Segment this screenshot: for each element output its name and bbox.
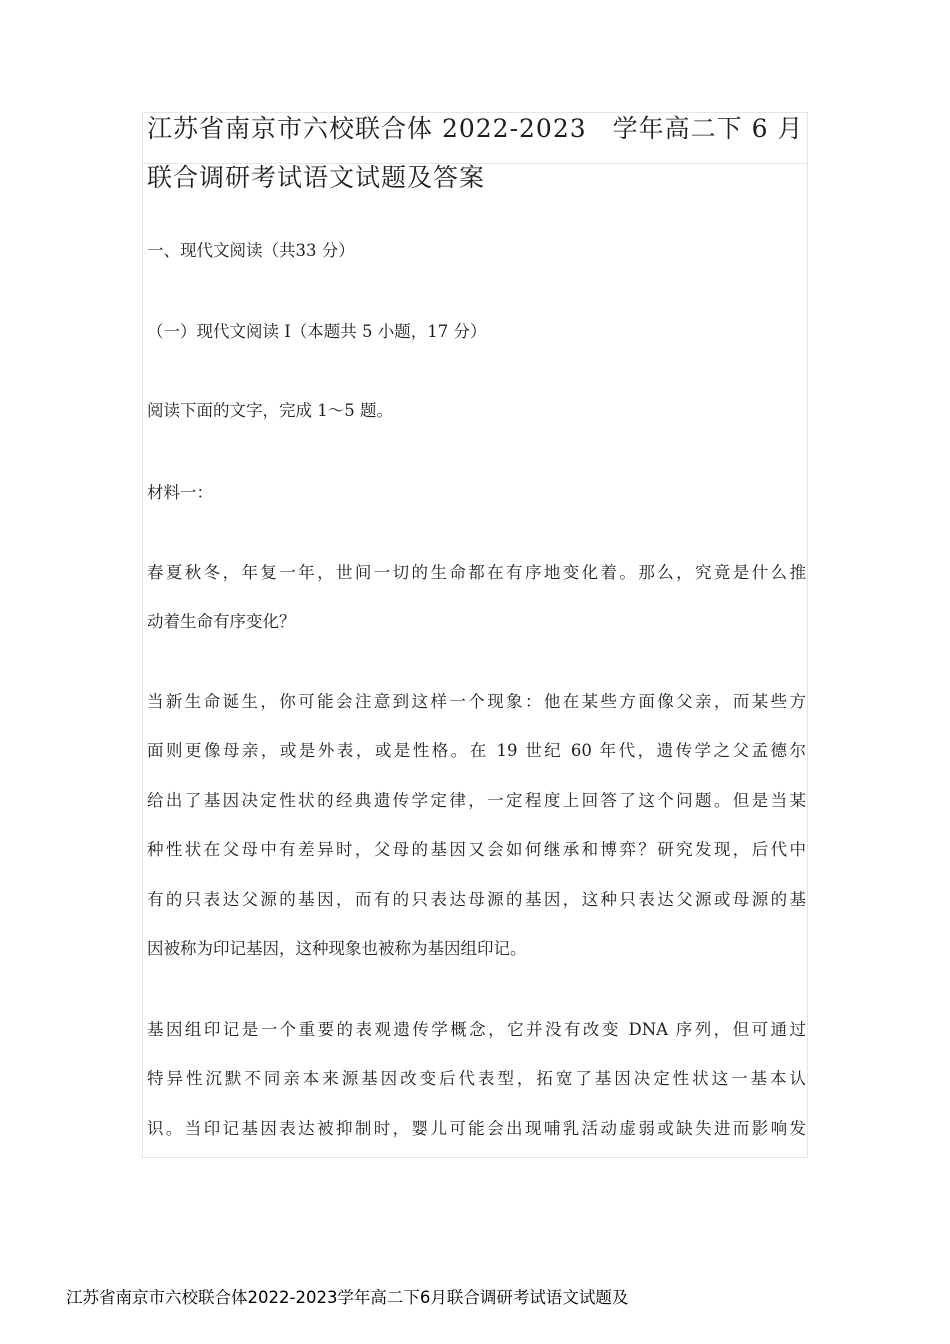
paragraph-line: 特异性沉默不同亲本来源基因改变后代表型，拓宽了基因决定性状这一基本认	[147, 1069, 806, 1088]
paragraph-line: 当新生命诞生，你可能会注意到这样一个现象：他在某些方面像父亲，而某些方	[147, 692, 806, 711]
paragraph-line: 因被称为印记基因，这种现象也被称为基因组印记。	[147, 939, 527, 958]
section-heading: 一、现代文阅读（共33 分）	[147, 241, 355, 260]
material-label: 材料一：	[147, 483, 213, 502]
paragraph-line: 给出了基因决定性状的经典遗传学定律，一定程度上回答了这个问题。但是当某	[147, 791, 806, 810]
footer-running-title: 江苏省南京市六校联合体2022-2023学年高二下6月联合调研考试语文试题及	[66, 1288, 629, 1307]
paragraph-line: 识。当印记基因表达被抑制时，婴儿可能会出现哺乳活动虚弱或缺失进而影响发	[147, 1119, 806, 1138]
paragraph-line: 动着生命有序变化？	[147, 612, 296, 631]
paragraph-line: 春夏秋冬，年复一年，世间一切的生命都在有序地变化着。那么，究竟是什么推	[147, 563, 806, 582]
document-title-line-2: 联合调研考试语文试题及答案	[147, 163, 486, 192]
paragraph-line: 有的只表达父源的基因，而有的只表达母源的基因，这种只表达父源或母源的基	[147, 890, 806, 909]
document-title-line-1: 江苏省南京市六校联合体 2022-2023 学年高二下 6 月	[147, 114, 804, 143]
paragraph-line: 面则更像母亲，或是外表，或是性格。在 19 世纪 60 年代，遗传学之父孟德尔	[147, 741, 806, 760]
paragraph-line: 种性状在父母中有差异时，父母的基因又会如何继承和博弈？研究发现，后代中	[147, 840, 806, 859]
paragraph-line: 基因组印记是一个重要的表观遗传学概念，它并没有改变 DNA 序列，但可通过	[147, 1020, 806, 1039]
subsection-heading: （一）现代文阅读 I（本题共 5 小题，17 分）	[147, 322, 487, 341]
page-frame	[142, 112, 808, 1158]
instruction-text: 阅读下面的文字，完成 1～5 题。	[147, 401, 393, 420]
